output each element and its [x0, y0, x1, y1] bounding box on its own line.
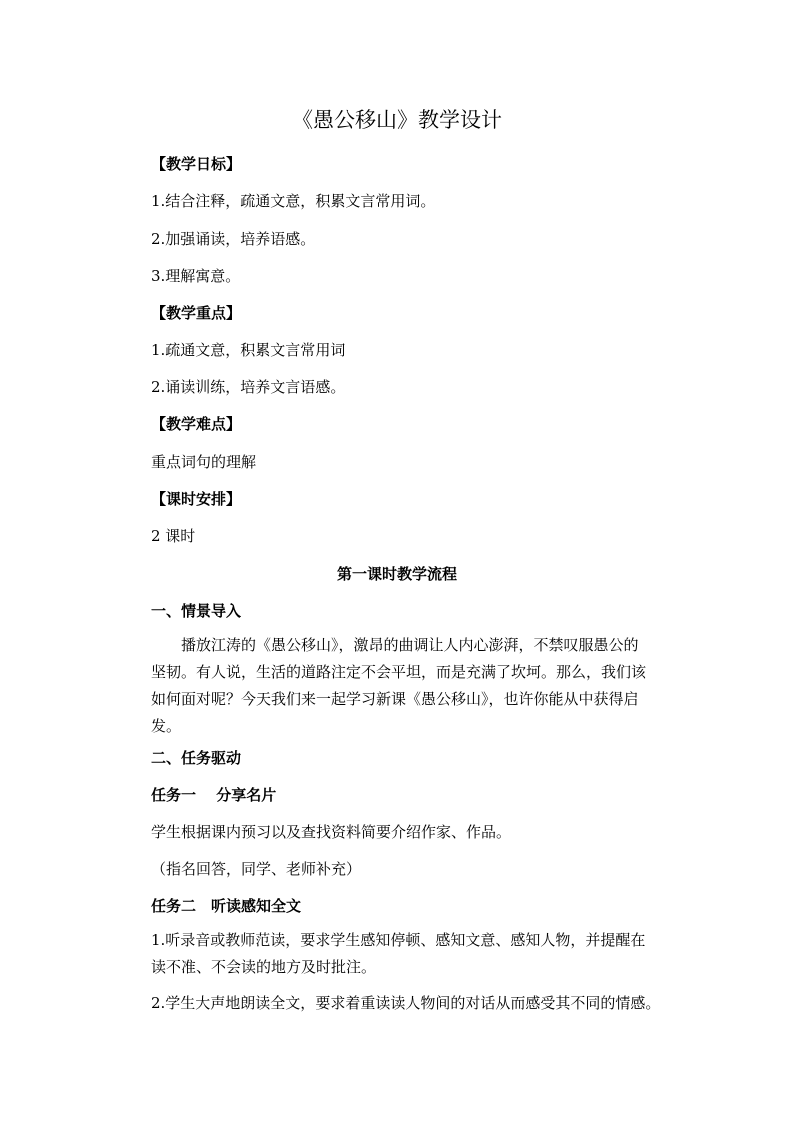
- key-point-item: 1.疏通文意，积累文言常用词: [151, 341, 346, 359]
- task1-note: （指名回答，同学、老师补充）: [151, 860, 362, 878]
- task2-item1: [151, 927, 683, 981]
- paragraph-line: 坚韧。有人说，生活的道路注定不会平坦，而是充满了坎坷。那么，我们该: [151, 663, 647, 681]
- task2-heading: 任务二 听读感知全文: [151, 897, 302, 915]
- task2-item2: 2.学生大声地朗读全文，要求着重读读人物间的对话从而感受其不同的情感。: [151, 994, 661, 1012]
- paragraph-line: 1.听录音或教师范读，要求学生感知停顿、感知文意、感知人物，并提醒在: [151, 931, 646, 949]
- lesson1-heading: 第一课时教学流程: [336, 565, 457, 583]
- goal-item: 3.理解寓意。: [151, 267, 241, 285]
- goal-item: 1.结合注释，疏通文意，积累文言常用词。: [151, 192, 436, 210]
- paragraph-line: 发。: [151, 717, 182, 735]
- paragraph-line: 播放江涛的《愚公移山》，激昂的曲调让人内心澎湃，不禁叹服愚公的: [181, 636, 639, 654]
- paragraph-line: 读不准、不会读的地方及时批注。: [151, 958, 377, 976]
- schedule-heading: 【课时安排】: [151, 490, 242, 508]
- task1-heading: 任务一 分享名片: [151, 786, 277, 804]
- section1-heading: 一、情景导入: [151, 602, 242, 620]
- key-points-heading: 【教学重点】: [151, 304, 242, 322]
- section1-paragraph: [151, 632, 683, 740]
- goal-item: 2.加强诵读，培养语感。: [151, 230, 316, 248]
- task1-text: 学生根据课内预习以及查找资料简要介绍作家、作品。: [151, 823, 512, 841]
- schedule-text: 2 课时: [151, 527, 196, 545]
- paragraph-line: 如何面对呢？今天我们来一起学习新课《愚公移山》，也许你能从中获得启: [151, 690, 639, 708]
- document-title: 《愚公移山》教学设计: [292, 108, 502, 132]
- difficult-points-text: 重点词句的理解: [151, 453, 257, 471]
- key-point-item: 2.诵读训练，培养文言语感。: [151, 378, 346, 396]
- goals-heading: 【教学日标】: [151, 155, 242, 173]
- section2-heading: 二、任务驱动: [151, 749, 242, 767]
- difficult-points-heading: 【教学难点】: [151, 415, 242, 433]
